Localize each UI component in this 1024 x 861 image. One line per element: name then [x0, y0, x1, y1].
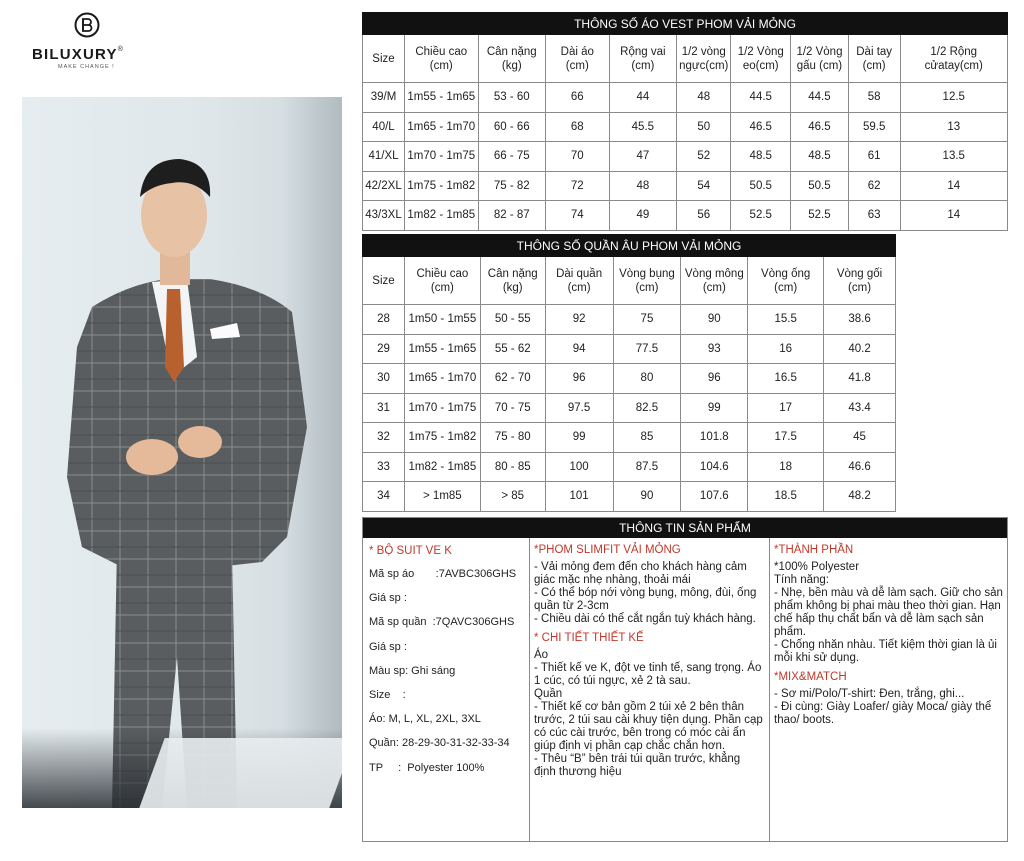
column-header: Dài áo (cm): [546, 35, 610, 83]
table-cell: 18: [748, 452, 824, 482]
table-cell: 45: [824, 423, 896, 453]
table-cell: 43.4: [824, 393, 896, 423]
table-cell: 40/L: [363, 112, 405, 142]
product-field: TP : Polyester 100%: [369, 761, 485, 774]
table-cell: 32: [363, 423, 405, 453]
column-header: 1/2 Rộng cửatay(cm): [900, 35, 1008, 83]
table-cell: 28: [363, 305, 405, 335]
table-cell: > 85: [480, 482, 545, 512]
table-row: [363, 305, 896, 335]
vest-table-title: THÔNG SỐ ÁO VEST PHOM VẢI MỎNG: [363, 13, 1008, 35]
table-cell: 96: [545, 364, 613, 394]
table-cell: 75 - 80: [480, 423, 545, 453]
product-field: Mã sp áo :7AVBC306GHS: [369, 568, 517, 580]
product-field: Màu sp: Ghi sáng: [369, 664, 456, 677]
brand-name: BILUXURY®: [32, 46, 125, 63]
table-cell: 50.5: [731, 171, 791, 201]
table-cell: 87.5: [613, 452, 681, 482]
product-field: Giá sp :: [369, 640, 407, 653]
table-cell: 41.8: [824, 364, 896, 394]
suit-heading: * BỘ SUIT VE K: [369, 545, 452, 557]
design-detail-heading: * CHI TIẾT THIẾT KẾ: [534, 632, 644, 644]
table-cell: 1m75 - 1m82: [404, 171, 478, 201]
product-info-panel: [362, 517, 1008, 842]
table-cell: 42/2XL: [363, 171, 405, 201]
table-cell: 58: [848, 83, 900, 113]
table-row: [363, 364, 896, 394]
table-cell: 55 - 62: [480, 334, 545, 364]
column-header: 1/2 Vòng eo(cm): [731, 35, 791, 83]
column-header: Vòng gối (cm): [824, 257, 896, 305]
table-cell: 61: [848, 142, 900, 172]
material-heading: *THÀNH PHẦN: [774, 544, 854, 556]
table-cell: 18.5: [748, 482, 824, 512]
table-cell: 30: [363, 364, 405, 394]
table-cell: 80 - 85: [480, 452, 545, 482]
column-header: Dài tay (cm): [848, 35, 900, 83]
brand-monogram-icon: [74, 12, 100, 38]
design-detail-text: Áo - Thiết kế ve K, đột ve tinh tế, sang trọng. Áo 1 cúc, có túi ngực, xẻ 2 tà sau. Quần - Thiết kế cơ bản gồm 2 túi xẻ 2 bên thân trước, 2 túi sau cài khuy tiện dụng. Phần cạp có cúc cài trước, bên trong có móc cài ẩn giúp định vị phần cạp chắc chắn hơn. - Thêu “B” bên trái túi quần trước, khẳng định thương hiệu: [534, 649, 763, 778]
column-header: Cân nặng (kg): [480, 257, 545, 305]
table-cell: 90: [681, 305, 748, 335]
table-cell: 93: [681, 334, 748, 364]
table-cell: 70: [546, 142, 610, 172]
table-row: [363, 201, 1008, 231]
table-row: [363, 393, 896, 423]
table-cell: 1m55 - 1m65: [404, 83, 478, 113]
table-cell: 54: [677, 171, 731, 201]
product-info-summary: [363, 538, 529, 841]
column-header: Chiều cao (cm): [404, 257, 480, 305]
table-row: [363, 482, 896, 512]
table-cell: 41/XL: [363, 142, 405, 172]
vest-size-table: [362, 12, 1008, 231]
table-cell: 31: [363, 393, 405, 423]
column-header: Chiều cao (cm): [404, 35, 478, 83]
table-cell: 38.6: [824, 305, 896, 335]
table-cell: 90: [613, 482, 681, 512]
column-header: 1/2 vòng ngực(cm): [677, 35, 731, 83]
table-row: [363, 142, 1008, 172]
table-cell: 46.5: [791, 112, 849, 142]
table-cell: 1m75 - 1m82: [404, 423, 480, 453]
table-cell: 17.5: [748, 423, 824, 453]
product-field: Size :: [369, 688, 406, 701]
table-cell: 99: [545, 423, 613, 453]
product-field: Quần: 28-29-30-31-32-33-34: [369, 737, 510, 750]
table-cell: 16.5: [748, 364, 824, 394]
table-cell: 39/M: [363, 83, 405, 113]
table-cell: 1m65 - 1m70: [404, 112, 478, 142]
column-header: Rộng vai (cm): [609, 35, 677, 83]
table-cell: 97.5: [545, 393, 613, 423]
table-cell: 68: [546, 112, 610, 142]
table-cell: 63: [848, 201, 900, 231]
table-cell: 1m70 - 1m75: [404, 393, 480, 423]
table-cell: 94: [545, 334, 613, 364]
table-row: [363, 83, 1008, 113]
table-cell: 100: [545, 452, 613, 482]
table-row: [363, 171, 1008, 201]
table-cell: 44.5: [731, 83, 791, 113]
table-cell: 1m55 - 1m65: [404, 334, 480, 364]
table-cell: 45.5: [609, 112, 677, 142]
table-cell: 33: [363, 452, 405, 482]
column-header: Dài quần (cm): [545, 257, 613, 305]
table-cell: 46.6: [824, 452, 896, 482]
table-row: [363, 334, 896, 364]
product-info-design: [529, 538, 769, 841]
table-cell: 40.2: [824, 334, 896, 364]
table-cell: 92: [545, 305, 613, 335]
table-cell: 52.5: [791, 201, 849, 231]
column-header: Vòng mông (cm): [681, 257, 748, 305]
table-cell: 34: [363, 482, 405, 512]
table-cell: 75 - 82: [478, 171, 546, 201]
table-cell: 62: [848, 171, 900, 201]
column-header: 1/2 Vòng gấu (cm): [791, 35, 849, 83]
table-cell: 1m65 - 1m70: [404, 364, 480, 394]
table-cell: 66: [546, 83, 610, 113]
column-header: Cân nặng (kg): [478, 35, 546, 83]
table-cell: 48.2: [824, 482, 896, 512]
table-cell: 101: [545, 482, 613, 512]
table-cell: 43/3XL: [363, 201, 405, 231]
table-row: [363, 452, 896, 482]
table-cell: 50: [677, 112, 731, 142]
mix-match-heading: *MIX&MATCH: [774, 671, 847, 683]
table-cell: 47: [609, 142, 677, 172]
mix-match-text: - Sơ mi/Polo/T-shirt: Đen, trắng, ghi... - Đi cùng: Giày Loafer/ giày Moca/ giày thể thao/ boots.: [774, 688, 992, 726]
table-cell: 62 - 70: [480, 364, 545, 394]
product-field: Giá sp :: [369, 592, 407, 605]
slimfit-heading: *PHOM SLIMFIT VẢI MỎNG: [534, 544, 681, 556]
table-cell: 14: [900, 201, 1008, 231]
table-cell: 70 - 75: [480, 393, 545, 423]
table-cell: 96: [681, 364, 748, 394]
table-cell: 1m70 - 1m75: [404, 142, 478, 172]
table-cell: 75: [613, 305, 681, 335]
table-cell: 60 - 66: [478, 112, 546, 142]
product-field: Áo: M, L, XL, 2XL, 3XL: [369, 713, 481, 726]
table-cell: 82 - 87: [478, 201, 546, 231]
table-cell: 72: [546, 171, 610, 201]
table-cell: > 1m85: [404, 482, 480, 512]
product-info-title: THÔNG TIN SẢN PHẨM: [363, 518, 1007, 538]
pants-size-table: [362, 234, 896, 512]
table-cell: 46.5: [731, 112, 791, 142]
table-cell: 48.5: [791, 142, 849, 172]
brand-tagline: MAKE CHANGE !: [58, 64, 115, 70]
table-cell: 44: [609, 83, 677, 113]
column-header: Vòng bụng (cm): [613, 257, 681, 305]
table-cell: 66 - 75: [478, 142, 546, 172]
model-photo: [22, 97, 342, 808]
table-cell: 56: [677, 201, 731, 231]
table-cell: 50 - 55: [480, 305, 545, 335]
table-cell: 53 - 60: [478, 83, 546, 113]
table-cell: 104.6: [681, 452, 748, 482]
table-row: [363, 112, 1008, 142]
table-cell: 12.5: [900, 83, 1008, 113]
table-cell: 1m82 - 1m85: [404, 201, 478, 231]
table-cell: 49: [609, 201, 677, 231]
table-cell: 16: [748, 334, 824, 364]
table-cell: 48.5: [731, 142, 791, 172]
brand-logo: [18, 12, 158, 72]
table-cell: 85: [613, 423, 681, 453]
table-cell: 52: [677, 142, 731, 172]
material-text: *100% Polyester Tính năng: - Nhẹ, bền màu và dễ làm sạch. Giữ cho sản phẩm không bị phai màu theo thời gian. Hạn chế hấp thụ chất bẩn và dễ làm sạch sản phẩm. - Chống nhăn nhàu. Tiết kiệm thời gian là ủi mỗi khi sử dụng.: [774, 561, 1003, 664]
table-cell: 99: [681, 393, 748, 423]
table-cell: 50.5: [791, 171, 849, 201]
table-cell: 29: [363, 334, 405, 364]
table-cell: 13: [900, 112, 1008, 142]
slimfit-text: - Vải mỏng đem đến cho khách hàng cảm giác mặc nhẹ nhàng, thoải mái - Có thể bóp nới vòng bụng, mông, đùi, ống quần từ 2-3cm - Chiều dài có thể cắt ngắn tuỳ khách hàng.: [534, 561, 757, 625]
table-cell: 59.5: [848, 112, 900, 142]
table-cell: 74: [546, 201, 610, 231]
column-header: Vòng ống (cm): [748, 257, 824, 305]
pants-table-title: THÔNG SỐ QUẦN ÂU PHOM VẢI MỎNG: [363, 235, 896, 257]
table-cell: 14: [900, 171, 1008, 201]
table-cell: 1m82 - 1m85: [404, 452, 480, 482]
table-cell: 48: [609, 171, 677, 201]
table-row: [363, 423, 896, 453]
table-cell: 17: [748, 393, 824, 423]
product-field: Mã sp quần :7QAVC306GHS: [369, 616, 515, 629]
table-cell: 107.6: [681, 482, 748, 512]
table-cell: 48: [677, 83, 731, 113]
table-cell: 101.8: [681, 423, 748, 453]
product-info-material: [769, 538, 1007, 841]
table-cell: 44.5: [791, 83, 849, 113]
table-cell: 1m50 - 1m55: [404, 305, 480, 335]
table-cell: 80: [613, 364, 681, 394]
column-header: Size: [363, 35, 405, 83]
table-cell: 13.5: [900, 142, 1008, 172]
table-cell: 82.5: [613, 393, 681, 423]
column-header: Size: [363, 257, 405, 305]
table-cell: 15.5: [748, 305, 824, 335]
table-cell: 77.5: [613, 334, 681, 364]
table-cell: 52.5: [731, 201, 791, 231]
